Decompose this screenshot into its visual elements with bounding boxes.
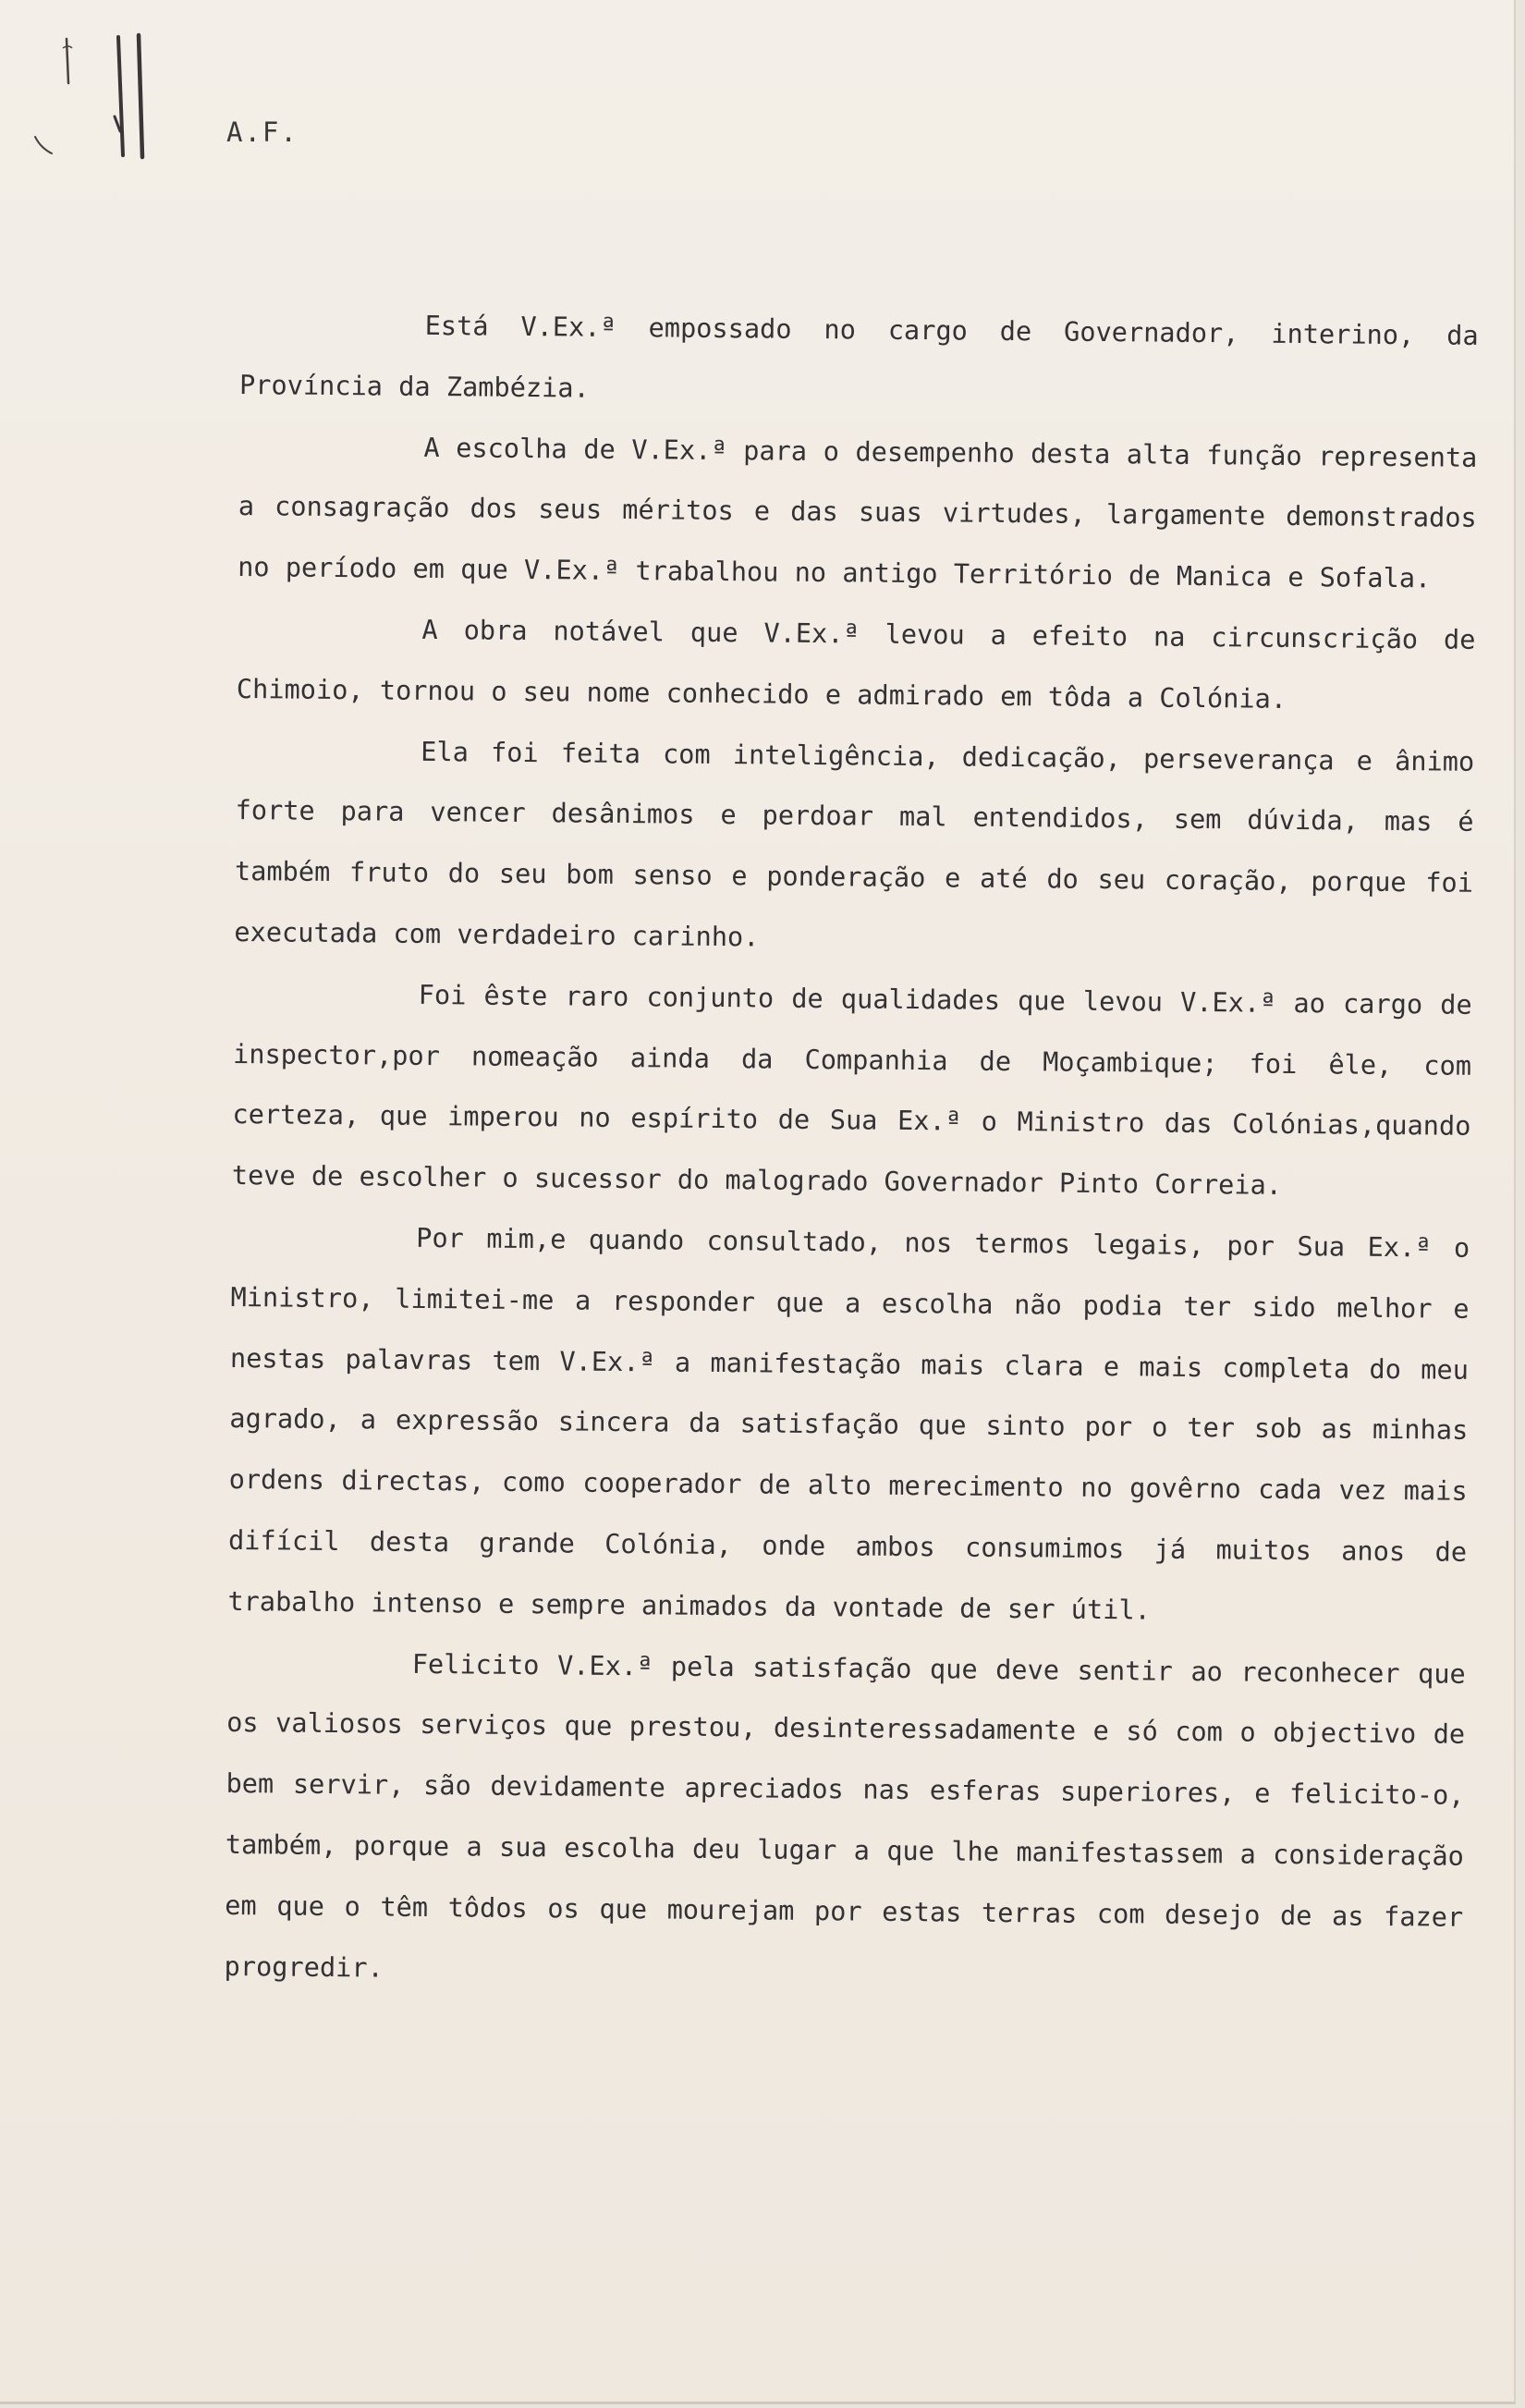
paragraph-3: A obra notável que V.Ex.ª levou a efeito na circunscrição de Chimoio, tornou o seu nome conhecido e admirado em tôda a Colónia. [236, 613, 1476, 715]
paragraph-1: Está V.Ex.ª empossado no cargo de Governador, interino, da Província da Zambézia. [238, 309, 1479, 404]
paragraph-5: Foi êste raro conjunto de qualidades que levou V.Ex.ª ao cargo de inspector,por nomeação ainda da Companhia de Moçambique; foi êle, com certeza, que imperou no espírito de Sua Ex.ª o Ministro das Colónias,quando teve de escolher o sucessor do malogrado Governador Pinto Correia. [231, 978, 1472, 1202]
paragraph-6: Por mim,e quando consultado, nos termos legais, por Sua Ex.ª o Ministro, limitei-me a responder que a escolha não podia ter sido melhor e nestas palavras tem V.Ex.ª a manifestação mais clara e mais completa do meu agrado, a expressão sincera da satisfação que sinto por o ter sob as minhas ordens directas, como cooperador de alto merecimento no govêrno cada vez mais difícil desta grande Colónia, onde ambos consumimos já muitos anos de trabalho intenso e sempre animados da vontade de ser útil. [227, 1221, 1470, 1626]
paragraph-4: Ela foi feita com inteligência, dedicação, perseverança e ânimo forte para vencer desânimos e perdoar mal entendidos, sem dúvida, mas é também fruto do seu bom senso e ponderação e até do seu coração, porque foi executada com verdadeiro carinho. [234, 735, 1475, 953]
letter-body [224, 294, 1479, 2009]
paragraph-2: A escolha de V.Ex.ª para o desempenho desta alta função representa a consagração dos seus méritos e das suas virtudes, largamente demonstrados no período em que V.Ex.ª trabalhou no antigo Território de Manica e Sofala. [238, 431, 1478, 594]
handwritten-margin-marks [28, 28, 185, 166]
header-initials: A.F. [226, 116, 299, 148]
paragraph-7: Felicito V.Ex.ª pela satisfação que deve sentir ao reconhecer que os valiosos serviços que prestou, desinteressadamente e só com o objectivo de bem servir, são devidamente apreciados nas esferas superiores, e felicito-o, também, porque a sua escolha deu lugar a que lhe manifestassem a consideração em que o têm tôdos os que mourejam por estas terras com desejo de as fazer progredir. [224, 1647, 1466, 1984]
